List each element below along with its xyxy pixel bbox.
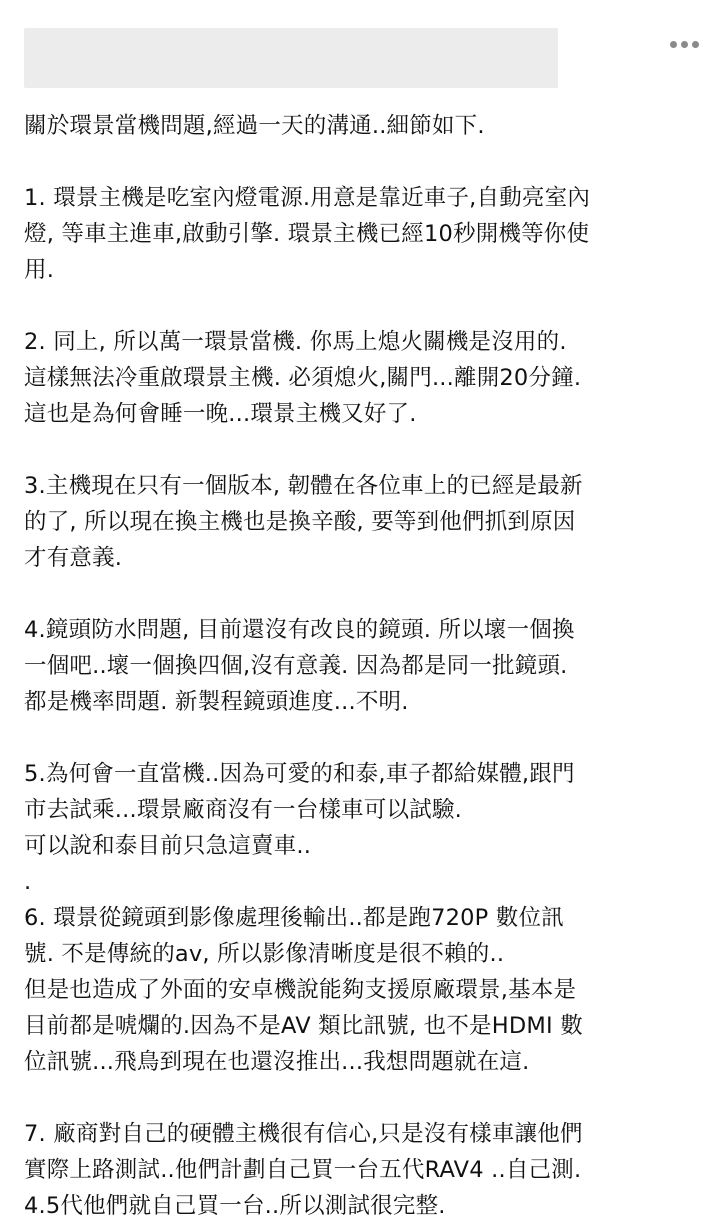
post-line: 市去試乘...環景廠商沒有一台樣車可以試驗. [24,797,463,823]
header-placeholder-bar [24,28,558,88]
post-line [24,720,704,756]
post-line [24,576,704,612]
post-line: 2. 同上, 所以萬一環景當機. 你馬上熄火關機是沒用的. [24,329,567,355]
post-body [24,108,704,1224]
post-line: 用. [24,257,55,283]
post-line: 4.鏡頭防水問題, 目前還沒有改良的鏡頭. 所以壞一個換 [24,617,575,643]
post-line: 7. 廠商對自己的硬體主機很有信心,只是沒有樣車讓他們 [24,1121,583,1147]
more-options-button[interactable] [660,32,708,56]
post-line: 6. 環景從鏡頭到影像處理後輸出..都是跑720P 數位訊 [24,905,564,931]
post-line: 號. 不是傳統的av, 所以影像清晰度是很不賴的.. [24,941,505,967]
post-line: 可以說和泰目前只急這賣車.. [24,833,312,859]
post-line [24,288,704,324]
post-line: 一個吧..壞一個換四個,沒有意義. 因為都是同一批鏡頭. [24,653,568,679]
post-line: 燈, 等車主進車,啟動引擎. 環景主機已經10秒開機等你使 [24,221,590,247]
post-line [24,1080,704,1116]
post-line: 但是也造成了外面的安卓機說能夠支援原廠環景,基本是 [24,977,577,1003]
post-line: 的了, 所以現在換主機也是換辛酸, 要等到他們抓到原因 [24,509,576,535]
post-line: 5.為何會一直當機..因為可愛的和泰,車子都給媒體,跟門 [24,761,575,787]
post-line: 都是機率問題. 新製程鏡頭進度...不明. [24,689,409,715]
post-line: 1. 環景主機是吃室內燈電源.用意是靠近車子,自動亮室內 [24,185,591,211]
post-line: 位訊號...飛鳥到現在也還沒推出...我想問題就在這. [24,1049,530,1075]
post-line [24,432,704,468]
more-horizontal-icon-dot [681,41,688,48]
post-line: . [24,869,32,895]
post-line [24,144,704,180]
post-line: 實際上路測試..他們計劃自己買一台五代RAV4 ..自己測. [24,1157,582,1183]
post-line: 這也是為何會睡一晚...環景主機又好了. [24,401,417,427]
post-line: 這樣無法冷重啟環景主機. 必須熄火,關門...離開20分鐘. [24,365,582,391]
post-line: 4.5代他們就自己買一台..所以測試很完整. [24,1193,446,1219]
post-line: 關於環景當機問題,經過一天的溝通..細節如下. [24,113,485,139]
more-horizontal-icon-dot [692,41,699,48]
more-horizontal-icon [670,41,677,48]
post-line: 目前都是唬爛的.因為不是AV 類比訊號, 也不是HDMI 數 [24,1013,583,1039]
post-line: 才有意義. [24,545,123,571]
post-line: 3.主機現在只有一個版本, 韌體在各位車上的已經是最新 [24,473,583,499]
